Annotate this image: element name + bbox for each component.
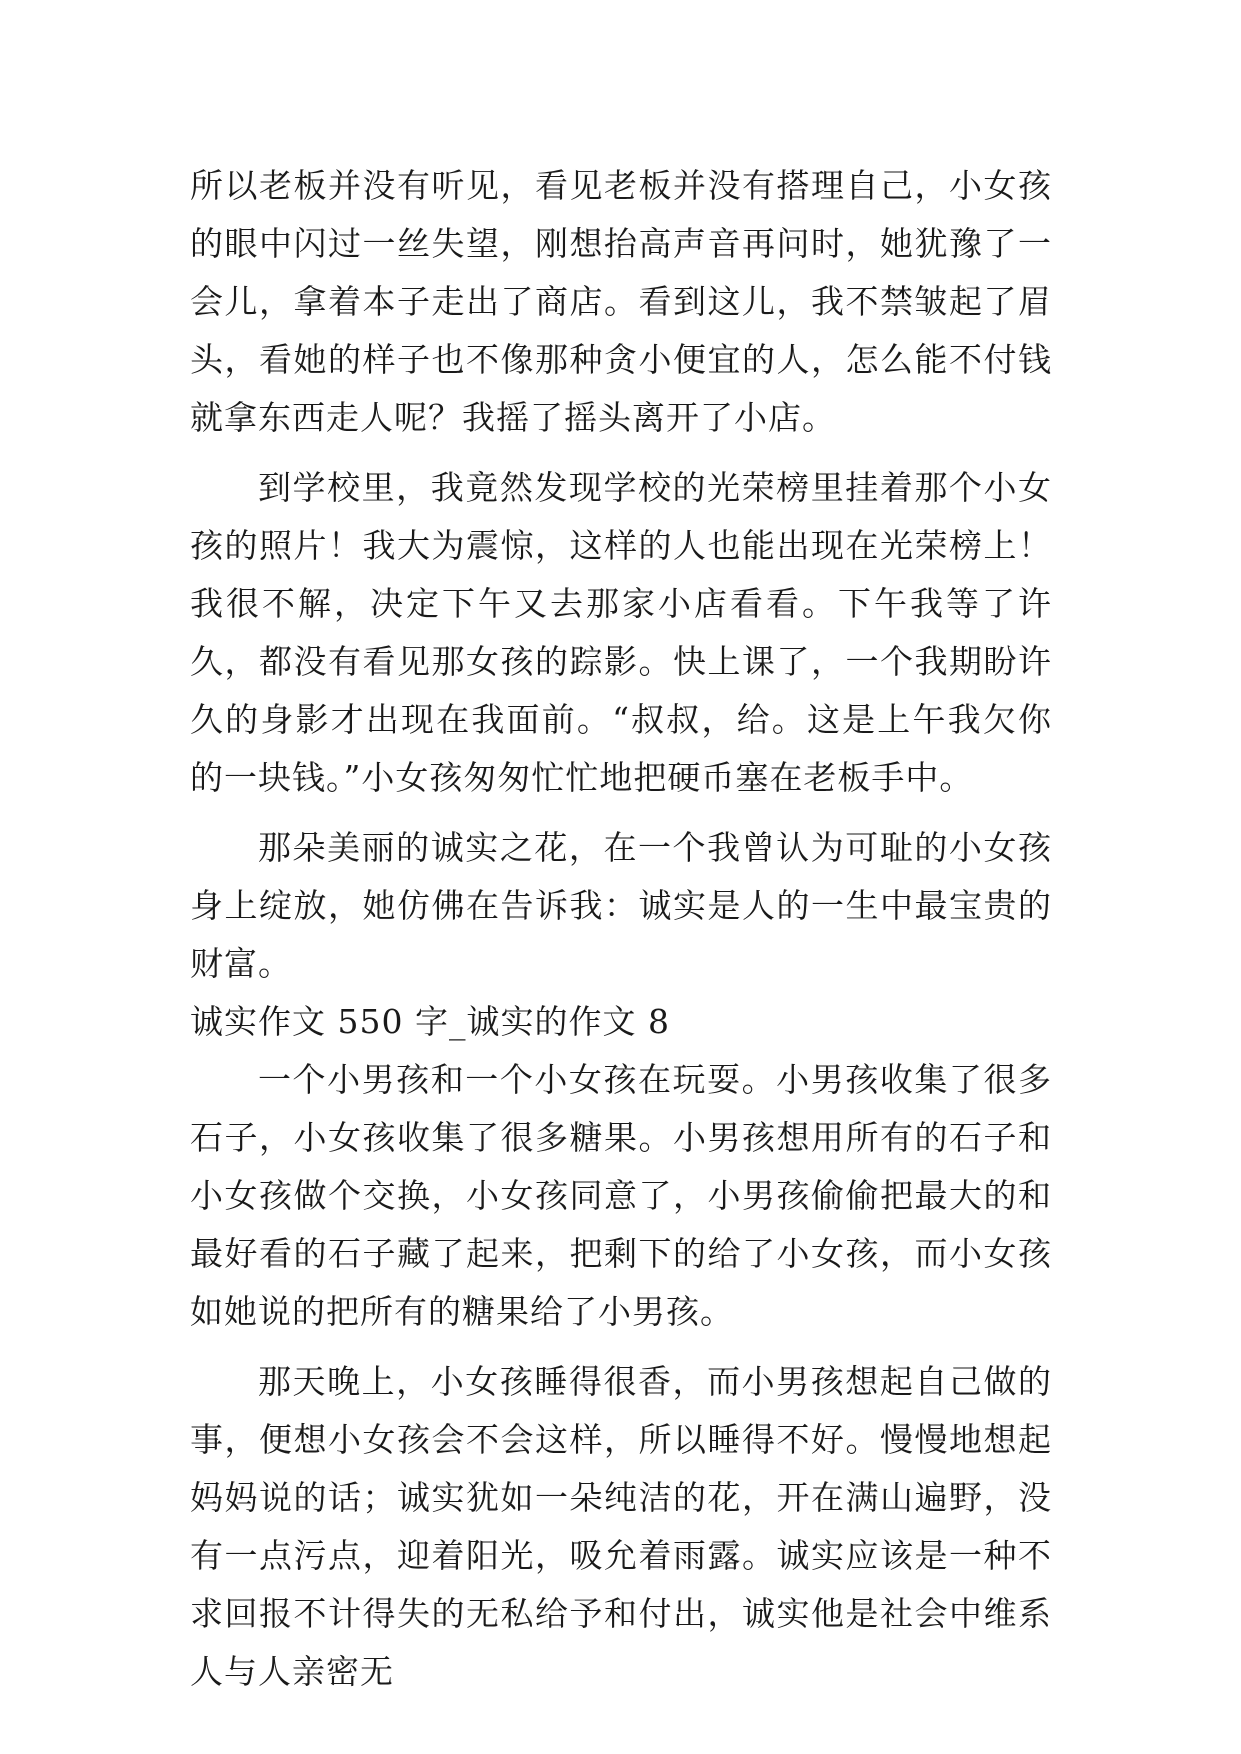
section-heading: 诚实作文 550 字_诚实的作文 8 (190, 1002, 670, 1041)
paragraph-spacer (190, 447, 1052, 459)
paragraph-5: 那天晚上，小女孩睡得很香，而小男孩想起自己做的事，便想小女孩会不会这样，所以睡得不好。慢慢地想起妈妈说的话；诚实犹如一朵纯洁的花，开在满山遍野，没有一点污点，迎着阳光，吸允着雨露。诚实应该是一种不求回报不计得失的无私给予和付出，诚实他是社会中维系人与人亲密无 (190, 1362, 1052, 1691)
paragraph-4: 一个小男孩和一个小女孩在玩耍。小男孩收集了很多石子，小女孩收集了很多糖果。小男孩想用所有的石子和小女孩做个交换，小女孩同意了，小男孩偷偷把最大的和最好看的石子藏了起来，把剩下的给了小女孩，而小女孩如她说的把所有的糖果给了小男孩。 (190, 1060, 1052, 1331)
paragraph-spacer (190, 807, 1052, 819)
paragraph-1: 所以老板并没有听见，看见老板并没有搭理自己，小女孩的眼中闪过一丝失望，刚想抬高声音再问时，她犹豫了一会儿，拿着本子走出了商店。看到这儿，我不禁皱起了眉头，看她的样子也不像那种贪小便宜的人，怎么能不付钱就拿东西走人呢？我摇了摇头离开了小店。 (190, 166, 1052, 437)
document-body (190, 157, 1052, 1701)
paragraph-spacer (190, 1341, 1052, 1353)
paragraph-3: 那朵美丽的诚实之花，在一个我曾认为可耻的小女孩身上绽放，她仿佛在告诉我：诚实是人的一生中最宝贵的财富。 (190, 828, 1052, 983)
paragraph-2: 到学校里，我竟然发现学校的光荣榜里挂着那个小女孩的照片！我大为震惊，这样的人也能出现在光荣榜上！我很不解，决定下午又去那家小店看看。下午我等了许久，都没有看见那女孩的踪影。快上课了，一个我期盼许久的身影才出现在我面前。“叔叔，给。这是上午我欠你的一块钱。”小女孩匆匆忙忙地把硬币塞在老板手中。 (190, 468, 1052, 797)
